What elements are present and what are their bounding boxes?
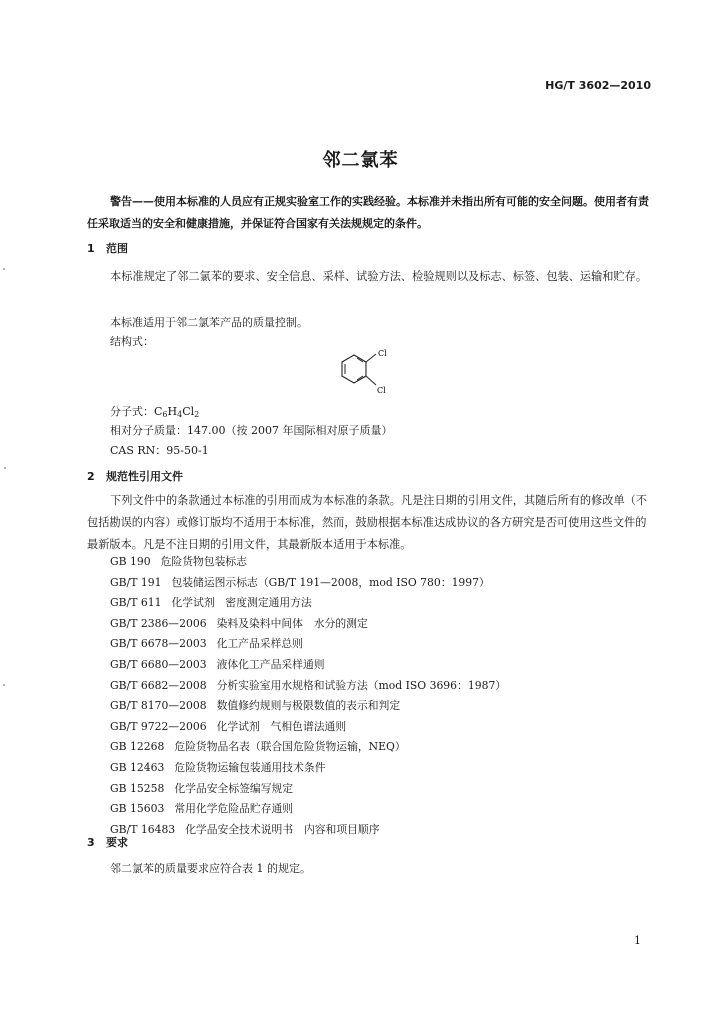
section-3-heading	[87, 834, 128, 850]
list-item	[110, 655, 506, 676]
cas-number: CAS RN：95-50-1	[110, 444, 209, 457]
list-item	[110, 676, 506, 697]
ref-code: GB/T 191	[110, 575, 162, 589]
ref-title: 危险货物品名表（联合国危险货物运输，NEQ）	[174, 740, 406, 754]
ref-title: 常用化学危险品贮存通则	[174, 802, 294, 816]
ref-title: 化学品安全技术说明书 内容和项目顺序	[185, 822, 380, 836]
list-item	[110, 737, 506, 758]
cl-label-top: Cl	[378, 349, 387, 358]
ref-code: GB 15603	[110, 802, 165, 816]
list-item	[110, 696, 506, 717]
molecular-formula	[110, 403, 199, 419]
ref-code: GB 15258	[110, 781, 165, 795]
ref-code: GB/T 2386—2006	[110, 616, 207, 630]
ref-title: 危险货物包装标志	[160, 555, 247, 568]
cl-bond	[366, 354, 376, 362]
section-number: 1	[87, 242, 95, 255]
warning-paragraph: 警告——使用本标准的人员应有正规实验室工作的实践经验。本标准并未指出所有可能的安全问题。使用者有责任采取适当的安全和健康措施，并保证符合国家有关法规规定的条件。	[87, 195, 649, 230]
list-item	[110, 593, 506, 614]
ref-title: 液体化工产品采样通则	[216, 657, 325, 671]
section-1-heading	[87, 240, 128, 256]
ref-code: GB/T 6678—2003	[110, 637, 207, 651]
list-item	[110, 634, 506, 655]
list-item	[110, 820, 506, 841]
formula-cl: Cl	[182, 405, 195, 418]
section-title: 规范性引用文件	[106, 470, 183, 483]
ref-title: 分析实验室用水规格和试验方法（mod ISO 3696：1987）	[216, 678, 507, 692]
list-item	[110, 779, 506, 800]
section-title: 范围	[106, 242, 128, 255]
reference-list	[110, 552, 506, 840]
ref-title: 化学试剂 密度测定通用方法	[171, 596, 312, 610]
scan-speck	[3, 268, 5, 270]
ref-title: 危险货物运输包装通用技术条件	[174, 760, 326, 774]
scan-speck	[4, 467, 6, 469]
requirements-paragraph: 邻二氯苯的质量要求应符合表 1 的规定。	[110, 862, 311, 875]
list-item	[110, 573, 506, 594]
section-number: 3	[87, 836, 95, 849]
ref-code: GB/T 16483	[110, 822, 176, 836]
ref-code: GB/T 611	[110, 596, 162, 610]
formula-label: 分子式：	[110, 405, 154, 418]
ref-code: GB 12463	[110, 760, 165, 774]
ref-code: GB/T 9722—2006	[110, 719, 207, 733]
formula-cl-count: 2	[194, 410, 200, 419]
page-title: 邻二氯苯	[322, 150, 399, 171]
ref-title: 数值修约规则与极限数值的表示和判定	[216, 699, 401, 713]
formula-h-count: 4	[177, 410, 183, 419]
ref-code: GB 12268	[110, 740, 165, 754]
ref-code: GB/T 6682—2008	[110, 678, 207, 692]
scan-speck	[3, 684, 5, 686]
list-item	[110, 552, 506, 573]
ref-title: 化工产品采样总则	[216, 637, 303, 651]
page-number: 1	[634, 934, 641, 947]
list-item	[110, 717, 506, 738]
ref-code: GB/T 6680—2003	[110, 657, 207, 671]
formula-c: C	[154, 405, 163, 418]
cl-bond	[366, 376, 376, 385]
ref-title: 化学试剂 气相色谱法通则	[216, 719, 347, 733]
scope-applicability: 本标准适用于邻二氯苯产品的质量控制。	[110, 316, 308, 329]
formula-h: H	[167, 405, 178, 418]
list-item	[110, 758, 506, 779]
ref-code: GB 190	[110, 555, 151, 568]
ref-title: 化学品安全标签编写规定	[174, 781, 294, 795]
list-item	[110, 614, 506, 635]
ref-title: 包装储运图示标志（GB/T 191—2008，mod ISO 780：1997）	[171, 575, 490, 589]
structural-formula	[330, 344, 410, 396]
scope-paragraph: 本标准规定了邻二氯苯的要求、安全信息、采样、试验方法、检验规则以及标志、标签、包装、运输和贮存。	[110, 270, 648, 283]
benzene-ring	[342, 355, 366, 383]
cl-label-bottom: Cl	[377, 386, 386, 395]
molecular-mass: 相对分子质量：147.00（按 2007 年国际相对原子质量）	[110, 424, 393, 437]
references-intro: 下列文件中的条款通过本标准的引用而成为本标准的条款。凡是注日期的引用文件，其随后所有的修改单（不包括勘误的内容）或修订版均不适用于本标准，然而，鼓励根据本标准达成协议的各方研究是否可使用这些文件的最新版本。凡是不注日期的引用文件，其最新版本适用于本标准。	[87, 494, 648, 551]
list-item	[110, 799, 506, 820]
section-number: 2	[87, 470, 95, 483]
section-2-heading	[87, 468, 183, 484]
ref-code: GB/T 8170—2008	[110, 699, 207, 713]
ref-title: 染料及染料中间体 水分的测定	[216, 616, 368, 630]
section-title: 要求	[106, 836, 128, 849]
standard-code: HG/T 3602—2010	[545, 79, 651, 92]
formula-c-count: 6	[162, 410, 168, 419]
structure-label: 结构式：	[110, 335, 154, 348]
